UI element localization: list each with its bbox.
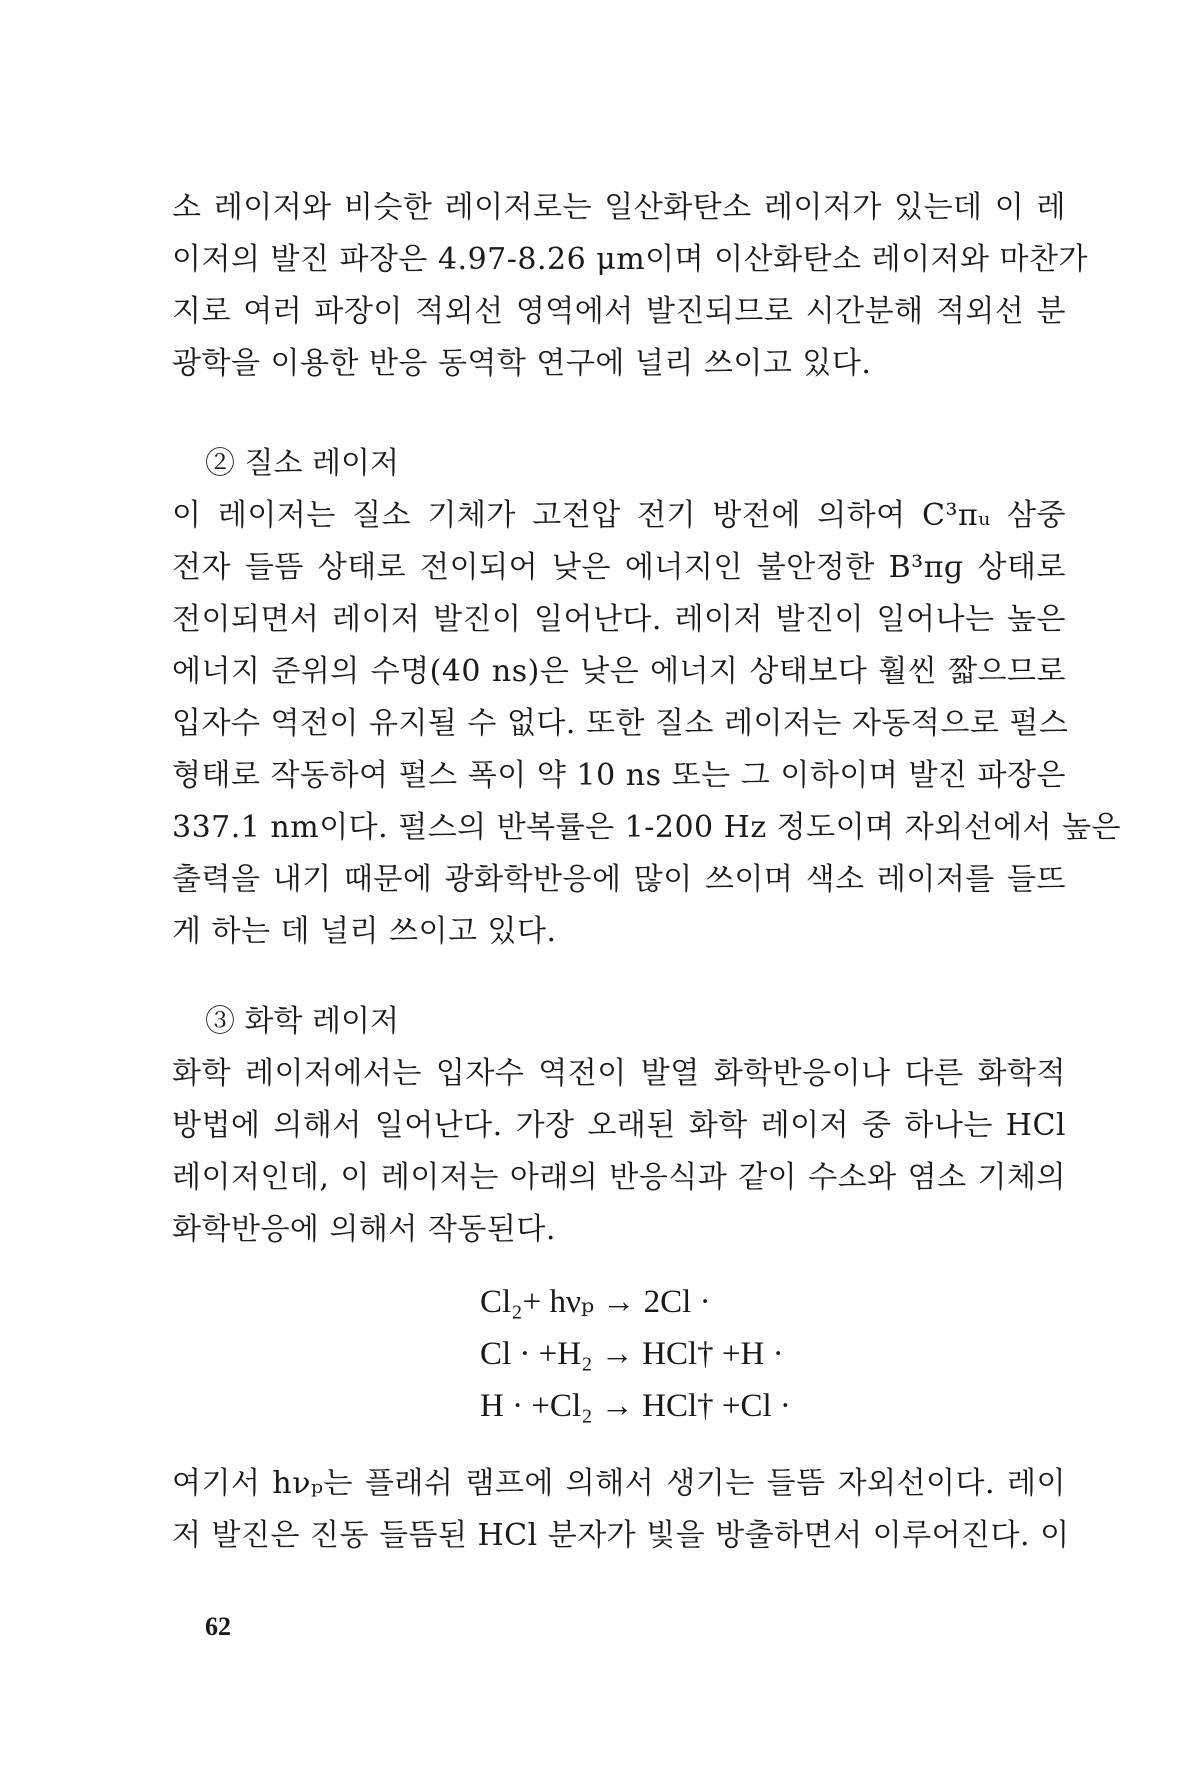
para2-line: 출력을 내기 때문에 광화학반응에 많이 쓰이며 색소 레이저를 들뜨 xyxy=(172,862,1066,897)
para2-line: 에너지 준위의 수명(40 ns)은 낮은 에너지 상태보다 훨씬 짧으므로 xyxy=(172,654,1066,689)
para3-line: 화학반응에 의해서 작동된다. xyxy=(172,1212,556,1247)
para3-line: 화학 레이저에서는 입자수 역전이 발열 화학반응이나 다른 화학적 xyxy=(172,1056,1066,1091)
para4-line: 여기서 hνₚ는 플래쉬 램프에 의해서 생기는 들뜸 자외선이다. 레이 xyxy=(172,1466,1066,1501)
reaction-equation: Cl₂+ hνₚ → 2Cl · xyxy=(480,1284,711,1320)
para2-line: 337.1 nm이다. 펄스의 반복률은 1-200 Hz 정도이며 자외선에서 높은 xyxy=(172,810,1122,845)
para1-line: 소 레이저와 비슷한 레이저로는 일산화탄소 레이저가 있는데 이 레 xyxy=(172,190,1066,225)
reaction-equation: Cl · +H₂ → HCl† +H · xyxy=(480,1336,784,1372)
para2-line: 전자 들뜸 상태로 전이되어 낮은 에너지인 불안정한 B³πɡ 상태로 xyxy=(172,550,1066,585)
para4-line: 저 발진은 진동 들뜸된 HCl 분자가 빛을 방출하면서 이루어진다. 이 xyxy=(172,1518,1070,1553)
section-heading-nitrogen-laser: ② 질소 레이저 xyxy=(205,446,399,481)
para2-line: 전이되면서 레이저 발진이 일어난다. 레이저 발진이 일어나는 높은 xyxy=(172,602,1066,637)
para3-line: 방법에 의해서 일어난다. 가장 오래된 화학 레이저 중 하나는 HCl xyxy=(172,1108,1066,1143)
reaction-equation: H · +Cl₂ → HCl† +Cl · xyxy=(480,1388,791,1424)
para2-line: 게 하는 데 널리 쓰이고 있다. xyxy=(172,914,557,949)
para2-line: 형태로 작동하여 펄스 폭이 약 10 ns 또는 그 이하이며 발진 파장은 xyxy=(172,758,1066,793)
para2-line: 이 레이저는 질소 기체가 고전압 전기 방전에 의하여 C³πᵤ 삼중 xyxy=(172,498,1066,533)
section-heading-chemical-laser: ③ 화학 레이저 xyxy=(205,1004,399,1039)
para1-line: 이저의 발진 파장은 4.97-8.26 μm이며 이산화탄소 레이저와 마찬가 xyxy=(172,242,1088,277)
page-number: 62 xyxy=(205,1612,231,1641)
para1-line: 지로 여러 파장이 적외선 영역에서 발진되므로 시간분해 적외선 분 xyxy=(172,294,1066,329)
para3-line: 레이저인데, 이 레이저는 아래의 반응식과 같이 수소와 염소 기체의 xyxy=(172,1160,1066,1195)
para2-line: 입자수 역전이 유지될 수 없다. 또한 질소 레이저는 자동적으로 펄스 xyxy=(172,706,1069,741)
para1-line: 광학을 이용한 반응 동역학 연구에 널리 쓰이고 있다. xyxy=(172,346,872,381)
